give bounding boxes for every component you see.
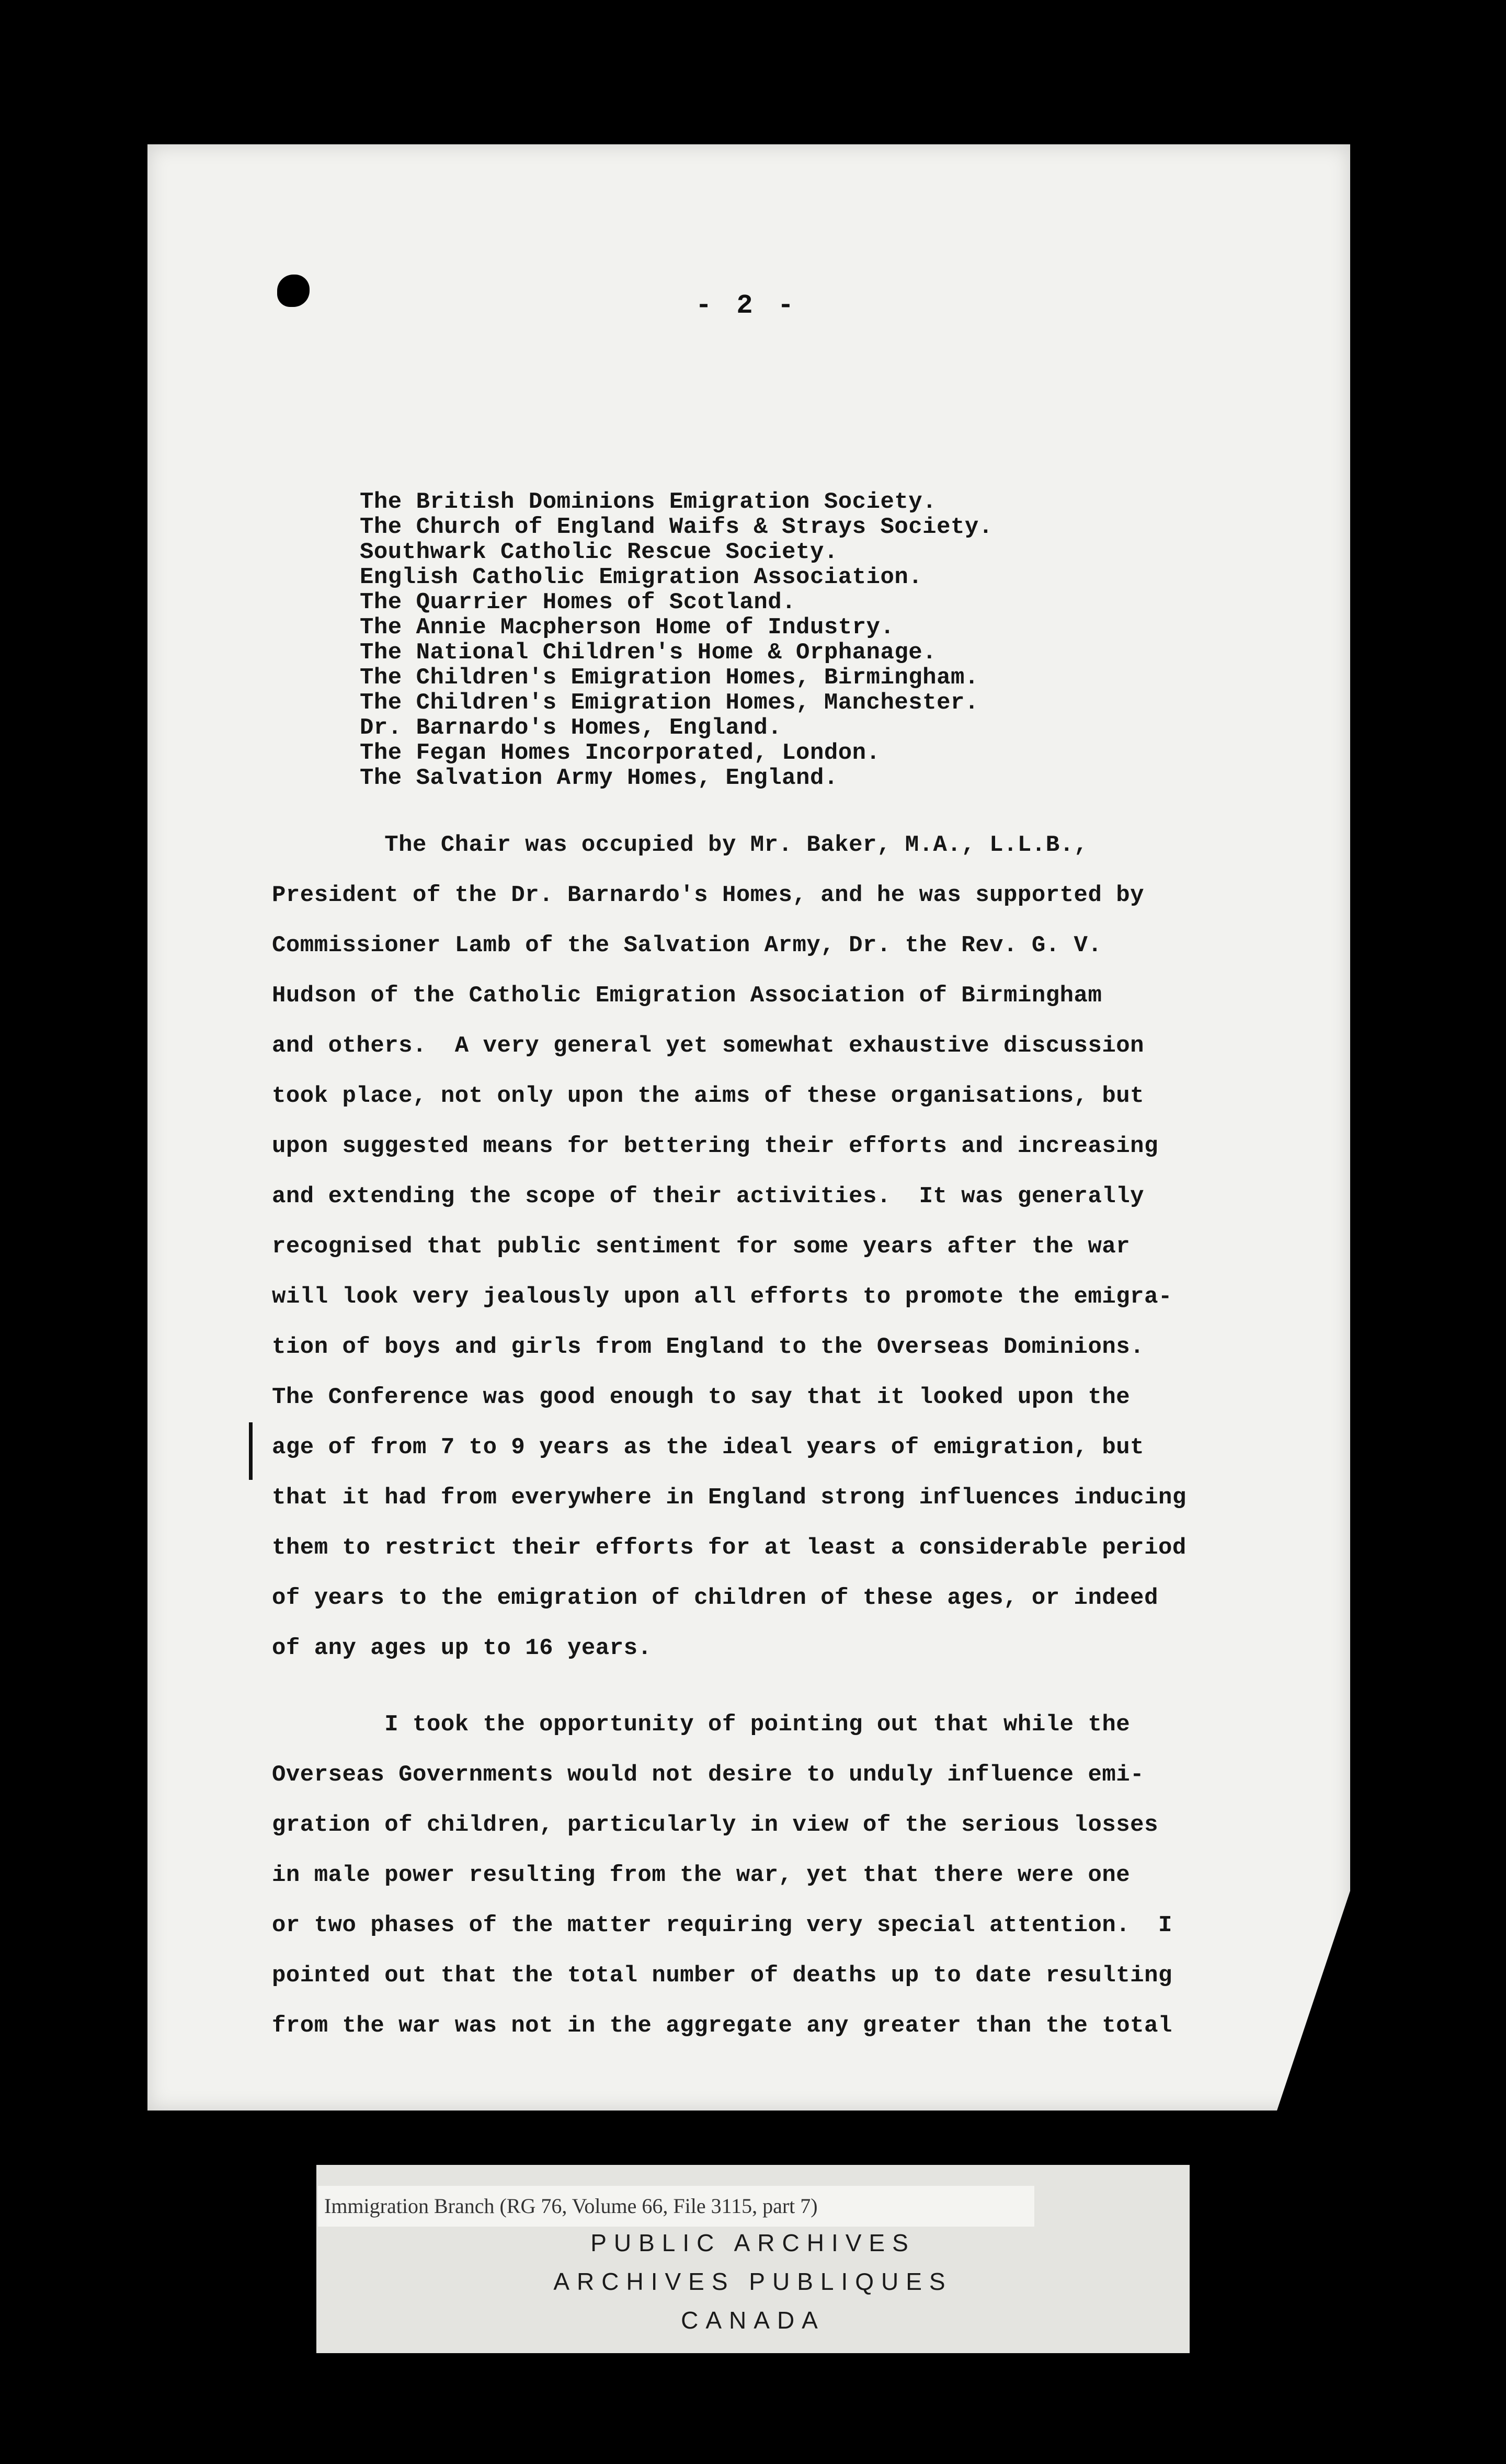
- organization-item: The Quarrier Homes of Scotland.: [360, 589, 796, 615]
- text-line: and extending the scope of their activities. It was generally: [272, 1183, 1145, 1210]
- punch-hole: [277, 275, 310, 307]
- page-fold-corner: [1277, 1891, 1350, 2111]
- text-line: in male power resulting from the war, yet that there were one: [272, 1862, 1131, 1888]
- text-line: age of from 7 to 9 years as the ideal years of emigration, but: [272, 1434, 1145, 1461]
- text-line: President of the Dr. Barnardo's Homes, and he was supported by: [272, 882, 1145, 908]
- text-line: Commissioner Lamb of the Salvation Army, Dr. the Rev. G. V.: [272, 932, 1102, 959]
- archive-stamp-line: ARCHIVES PUBLIQUES: [553, 2268, 953, 2295]
- text-line: Hudson of the Catholic Emigration Association of Birmingham: [272, 983, 1102, 1009]
- organization-item: Southwark Catholic Rescue Society.: [360, 539, 838, 565]
- margin-mark: [249, 1422, 253, 1480]
- text-line: that it had from everywhere in England strong influences inducing: [272, 1485, 1186, 1511]
- text-line: I took the opportunity of pointing out that while the: [272, 1712, 1131, 1738]
- organization-item: The Fegan Homes Incorporated, London.: [360, 740, 881, 766]
- text-line: upon suggested means for bettering their efforts and increasing: [272, 1133, 1158, 1159]
- text-line: of years to the emigration of children of these ages, or indeed: [272, 1585, 1158, 1611]
- organization-item: The Children's Emigration Homes, Manchester.: [360, 690, 979, 716]
- organization-item: The Children's Emigration Homes, Birmingham.: [360, 665, 979, 691]
- organization-item: The Church of England Waifs & Strays Society.: [360, 514, 993, 540]
- organization-item: Dr. Barnardo's Homes, England.: [360, 715, 782, 741]
- text-line: will look very jealously upon all efforts to promote the emigra-: [272, 1284, 1172, 1310]
- organization-item: The Annie Macpherson Home of Industry.: [360, 614, 895, 641]
- paragraph-conference: [272, 820, 1255, 1673]
- text-line: tion of boys and girls from England to the Overseas Dominions.: [272, 1334, 1145, 1360]
- organization-item: The British Dominions Emigration Society.: [360, 489, 937, 515]
- paragraph-opportunity: [272, 1699, 1255, 2051]
- archive-stamp-line: PUBLIC ARCHIVES: [590, 2229, 916, 2256]
- text-line: pointed out that the total number of deaths up to date resulting: [272, 1963, 1172, 1989]
- text-line: recognised that public sentiment for some years after the war: [272, 1234, 1131, 1260]
- text-line: The Conference was good enough to say that it looked upon the: [272, 1384, 1131, 1410]
- text-line: them to restrict their efforts for at least a considerable period: [272, 1535, 1186, 1561]
- text-line: from the war was not in the aggregate any greater than the total: [272, 2013, 1172, 2039]
- text-line: took place, not only upon the aims of these organisations, but: [272, 1083, 1145, 1109]
- page-number: - 2 -: [695, 290, 798, 321]
- text-line: Overseas Governments would not desire to unduly influence emi-: [272, 1762, 1145, 1788]
- text-line: of any ages up to 16 years.: [272, 1635, 652, 1661]
- text-line: The Chair was occupied by Mr. Baker, M.A., L.L.B.,: [272, 832, 1088, 858]
- text-line: gration of children, particularly in view of the serious losses: [272, 1812, 1158, 1838]
- organization-list: [360, 489, 993, 791]
- text-line: or two phases of the matter requiring very special attention. I: [272, 1912, 1172, 1938]
- archive-reference: Immigration Branch (RG 76, Volume 66, File 3115, part 7): [318, 2186, 1034, 2227]
- organization-item: English Catholic Emigration Association.: [360, 564, 923, 590]
- text-line: and others. A very general yet somewhat exhaustive discussion: [272, 1033, 1145, 1059]
- organization-item: The National Children's Home & Orphanage.: [360, 640, 937, 666]
- archive-stamp-line: CANADA: [681, 2307, 825, 2334]
- organization-item: The Salvation Army Homes, England.: [360, 765, 838, 791]
